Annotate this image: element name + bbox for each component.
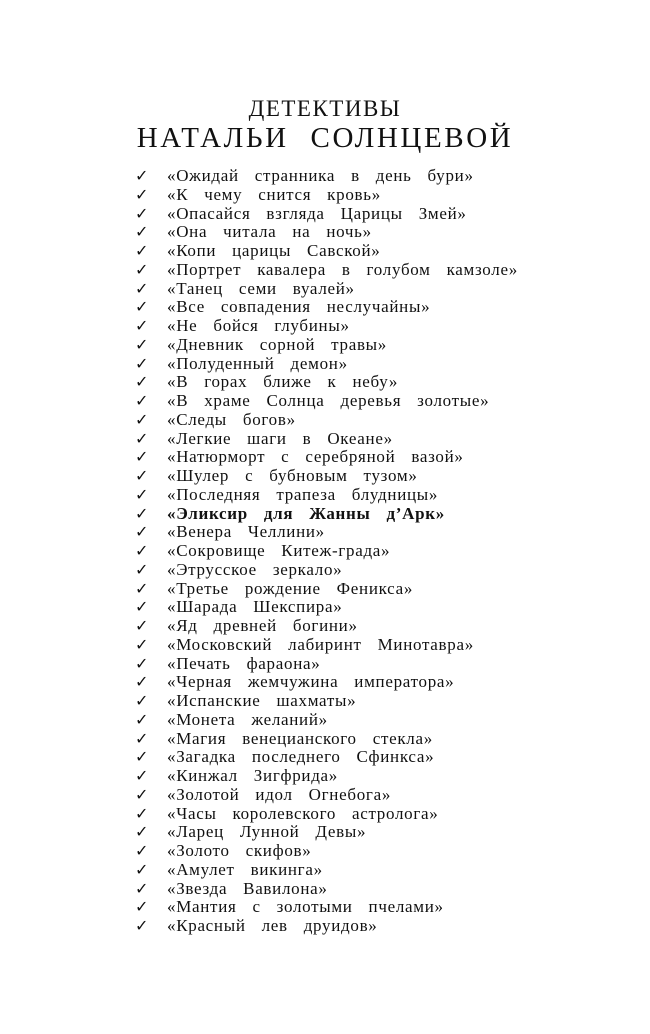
checkmark-icon: ✓ <box>135 878 150 898</box>
book-title: «Она читала на ночь» <box>167 222 372 242</box>
list-item <box>135 598 518 617</box>
checkmark-icon: ✓ <box>135 747 150 767</box>
book-title: «Ожидай странника в день бури» <box>167 166 474 185</box>
checkmark-icon: ✓ <box>135 241 150 260</box>
book-title: «К чему снится кровь» <box>167 184 381 204</box>
checkmark-icon: ✓ <box>135 203 150 223</box>
list-item <box>135 805 518 824</box>
book-title: «Звезда Вавилона» <box>167 878 328 898</box>
checkmark-icon: ✓ <box>135 784 150 804</box>
list-item <box>135 617 518 636</box>
book-title: «Венера Челлини» <box>167 522 325 542</box>
checkmark-icon: ✓ <box>135 503 150 523</box>
book-title: «Дневник сорной травы» <box>167 334 387 354</box>
checkmark-icon: ✓ <box>135 466 150 485</box>
checkmark-icon: ✓ <box>135 353 150 373</box>
book-title: «Эликсир для Жанны д’Арк» <box>167 503 445 523</box>
book-title: «Золото скифов» <box>167 841 312 860</box>
checkmark-icon: ✓ <box>135 597 150 617</box>
checkmark-icon: ✓ <box>135 541 150 560</box>
book-title: «В горах ближе к небу» <box>167 372 399 392</box>
book-title: «Шулер с бубновым тузом» <box>167 466 418 485</box>
book-title: «Натюрморт с серебряной вазой» <box>167 447 464 467</box>
book-title: «Амулет викинга» <box>167 859 323 879</box>
list-item <box>135 842 518 861</box>
checkmark-icon: ✓ <box>135 409 150 429</box>
checkmark-icon: ✓ <box>135 391 150 410</box>
checkmark-icon: ✓ <box>135 672 150 692</box>
book-title: «Красный лев друидов» <box>167 916 378 935</box>
checkmark-icon: ✓ <box>135 841 150 860</box>
checkmark-icon: ✓ <box>135 522 150 542</box>
list-item <box>135 373 518 392</box>
book-title: «Шарада Шекспира» <box>167 597 343 617</box>
book-title: «Опасайся взгляда Царицы Змей» <box>167 203 467 223</box>
list-item <box>135 692 518 711</box>
page-title-line1: ДЕТЕКТИВЫ <box>248 96 402 121</box>
book-title: «Золотой идол Огнебога» <box>167 784 392 804</box>
list-item <box>135 542 518 561</box>
list-item <box>135 861 518 880</box>
list-item <box>135 711 518 730</box>
checkmark-icon: ✓ <box>135 278 150 298</box>
checkmark-icon: ✓ <box>135 822 150 842</box>
list-item <box>135 636 518 655</box>
book-title: «Печать фараона» <box>167 653 321 673</box>
checkmark-icon: ✓ <box>135 184 150 204</box>
checkmark-icon: ✓ <box>135 484 150 504</box>
book-title: «Часы королевского астролога» <box>167 803 439 823</box>
book-title: «Монета желаний» <box>167 709 328 729</box>
checkmark-icon: ✓ <box>135 859 150 879</box>
list-item <box>135 561 518 580</box>
checkmark-icon: ✓ <box>135 728 150 748</box>
list-item <box>135 467 518 486</box>
list-item <box>135 392 518 411</box>
book-title: «Испанские шахматы» <box>167 691 357 710</box>
list-item <box>135 205 518 224</box>
list-item <box>135 673 518 692</box>
book-title: «Танец семи вуалей» <box>167 278 355 298</box>
checkmark-icon: ✓ <box>135 653 150 673</box>
list-item <box>135 655 518 674</box>
book-title: «Портрет кавалера в голубом камзоле» <box>167 259 518 279</box>
checkmark-icon: ✓ <box>135 616 150 635</box>
book-title: «Не бойся глубины» <box>167 316 350 335</box>
list-item <box>135 898 518 917</box>
checkmark-icon: ✓ <box>135 709 150 729</box>
book-title: «Черная жемчужина императора» <box>167 672 455 692</box>
book-title: «Легкие шаги в Океане» <box>167 428 393 448</box>
book-title: «В храме Солнца деревья золотые» <box>167 391 490 410</box>
book-title: «Кинжал Зигфрида» <box>167 766 339 785</box>
book-title: «Мантия с золотыми пчелами» <box>167 897 444 917</box>
book-title: «Следы богов» <box>167 409 296 429</box>
book-title: «Магия венецианского стекла» <box>167 728 433 748</box>
book-title: «Московский лабиринт Минотавра» <box>167 634 474 654</box>
list-item <box>135 298 518 317</box>
book-title: «Загадка последнего Сфинкса» <box>167 747 435 767</box>
book-title: «Копи царицы Савской» <box>167 241 381 260</box>
checkmark-icon: ✓ <box>135 691 150 710</box>
list-item <box>135 317 518 336</box>
checkmark-icon: ✓ <box>135 447 150 467</box>
checkmark-icon: ✓ <box>135 803 150 823</box>
book-title: «Последняя трапеза блудницы» <box>167 484 439 504</box>
list-item <box>135 280 518 299</box>
checkmark-icon: ✓ <box>135 222 150 242</box>
list-item <box>135 242 518 261</box>
book-title: «Третье рождение Феникса» <box>167 578 414 598</box>
list-item <box>135 505 518 524</box>
list-item <box>135 186 518 205</box>
list-item <box>135 523 518 542</box>
list-item <box>135 580 518 599</box>
book-title: «Яд древней богини» <box>167 616 358 635</box>
checkmark-icon: ✓ <box>135 916 150 935</box>
checkmark-icon: ✓ <box>135 316 150 335</box>
list-item <box>135 823 518 842</box>
checkmark-icon: ✓ <box>135 559 150 579</box>
book-title: «Сокровище Китеж-града» <box>167 541 391 560</box>
list-item <box>135 486 518 505</box>
list-item <box>135 336 518 355</box>
list-item <box>135 411 518 430</box>
list-item <box>135 223 518 242</box>
list-item <box>135 167 518 186</box>
checkmark-icon: ✓ <box>135 578 150 598</box>
checkmark-icon: ✓ <box>135 166 150 185</box>
list-item <box>135 261 518 280</box>
book-title: «Все совпадения неслучайны» <box>167 297 431 317</box>
checkmark-icon: ✓ <box>135 766 150 785</box>
checkmark-icon: ✓ <box>135 897 150 917</box>
list-item <box>135 786 518 805</box>
list-item <box>135 917 518 936</box>
checkmark-icon: ✓ <box>135 259 150 279</box>
checkmark-icon: ✓ <box>135 334 150 354</box>
list-item <box>135 767 518 786</box>
list-item <box>135 730 518 749</box>
list-item <box>135 448 518 467</box>
checkmark-icon: ✓ <box>135 297 150 317</box>
list-item <box>135 430 518 449</box>
list-item <box>135 748 518 767</box>
checkmark-icon: ✓ <box>135 634 150 654</box>
list-item <box>135 355 518 374</box>
book-title: «Этрусское зеркало» <box>167 559 343 579</box>
book-list <box>135 167 518 936</box>
checkmark-icon: ✓ <box>135 372 150 392</box>
list-item <box>135 880 518 899</box>
book-title: «Полуденный демон» <box>167 353 348 373</box>
book-title: «Ларец Лунной Девы» <box>167 822 367 842</box>
page-title-line2: НАТАЛЬИ СОЛНЦЕВОЙ <box>136 122 514 154</box>
checkmark-icon: ✓ <box>135 428 150 448</box>
